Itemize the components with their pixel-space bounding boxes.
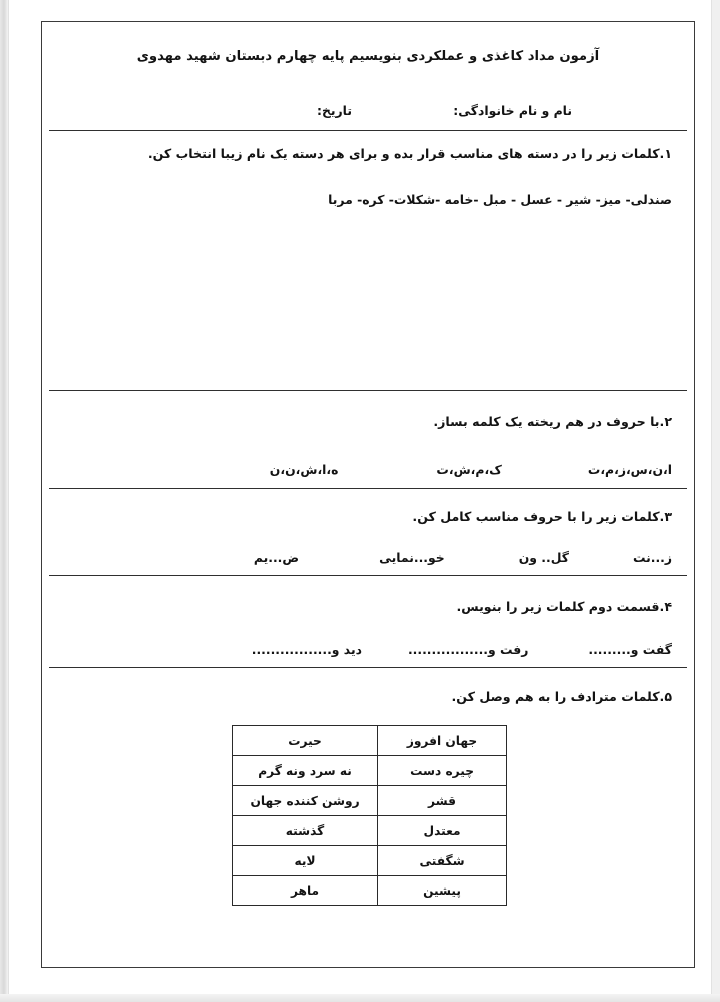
synonym-left-cell[interactable]: پیشین — [378, 876, 507, 906]
table-row — [233, 846, 507, 876]
question-3-divider — [49, 488, 687, 489]
question-3-item-2: گل.. ون — [518, 550, 569, 565]
worksheet-frame — [41, 21, 695, 968]
question-4-divider — [49, 575, 687, 576]
question-2-divider — [49, 390, 687, 391]
date-label: تاریخ: — [317, 103, 352, 118]
question-4-item-3: دید و................. — [251, 642, 362, 657]
student-name-label: نام و نام خانوادگی: — [453, 103, 572, 118]
question-2-item-2: ک،م،ش،ت — [436, 462, 502, 477]
question-2-items — [64, 462, 672, 477]
question-4-items — [64, 642, 672, 657]
synonym-right-cell[interactable]: حیرت — [233, 726, 378, 756]
table-row — [233, 876, 507, 906]
table-row — [233, 786, 507, 816]
synonym-left-cell[interactable]: چیره دست — [378, 756, 507, 786]
question-5-divider — [49, 667, 687, 668]
question-2-prompt: ۲.با حروف در هم ریخته یک کلمه بساز. — [433, 414, 672, 429]
question-3-item-3: خو...نمایی — [379, 550, 445, 565]
synonym-left-cell[interactable]: جهان افروز — [378, 726, 507, 756]
synonym-table-body — [233, 726, 507, 906]
synonym-right-cell[interactable]: گذشته — [233, 816, 378, 846]
question-4-item-2: رفت و................. — [407, 642, 529, 657]
question-4-prompt: ۴.قسمت دوم کلمات زیر را بنویس. — [456, 599, 672, 614]
question-1-prompt: ۱.کلمات زیر را در دسته های مناسب قرار بده و برای هر دسته یک نام زیبا انتخاب کن. — [147, 146, 672, 161]
synonym-left-cell[interactable]: معتدل — [378, 816, 507, 846]
worksheet-content — [42, 22, 694, 967]
question-3-items — [64, 550, 672, 565]
table-row — [233, 726, 507, 756]
question-1-word-list: صندلی- میز- شیر - عسل - مبل -خامه -شکلات- کره- مربا — [328, 192, 672, 207]
question-3-item-1: ز...نت — [632, 550, 672, 565]
synonym-left-cell[interactable]: قشر — [378, 786, 507, 816]
synonym-right-cell[interactable]: نه سرد ونه گرم — [233, 756, 378, 786]
table-row — [233, 816, 507, 846]
question-4-item-1: گفت و......... — [588, 642, 672, 657]
synonym-right-cell[interactable]: لایه — [233, 846, 378, 876]
synonym-right-cell[interactable]: روشن کننده جهان — [233, 786, 378, 816]
paper-edge-bottom — [0, 994, 720, 1002]
question-3-item-4: ض...یم — [253, 550, 300, 565]
question-2-item-3: ه،ا،ش،ن،ن — [269, 462, 339, 477]
question-2-item-1: ا،ن،س،ز،م،ت — [587, 462, 672, 477]
paper-sheet — [8, 0, 712, 994]
question-5-prompt: ۵.کلمات مترادف را به هم وصل کن. — [451, 689, 672, 704]
table-row — [233, 756, 507, 786]
synonym-right-cell[interactable]: ماهر — [233, 876, 378, 906]
header-divider — [49, 130, 687, 131]
question-3-prompt: ۳.کلمات زیر را با حروف مناسب کامل کن. — [412, 509, 672, 524]
synonym-left-cell[interactable]: شگفتی — [378, 846, 507, 876]
student-info-row — [72, 103, 672, 125]
synonym-matching-table — [232, 725, 507, 906]
paper-edge-left — [0, 0, 8, 1002]
page-title: آزمون مداد کاغذی و عملکردی بنویسیم پایه چهارم دبستان شهید مهدوی — [136, 49, 600, 64]
